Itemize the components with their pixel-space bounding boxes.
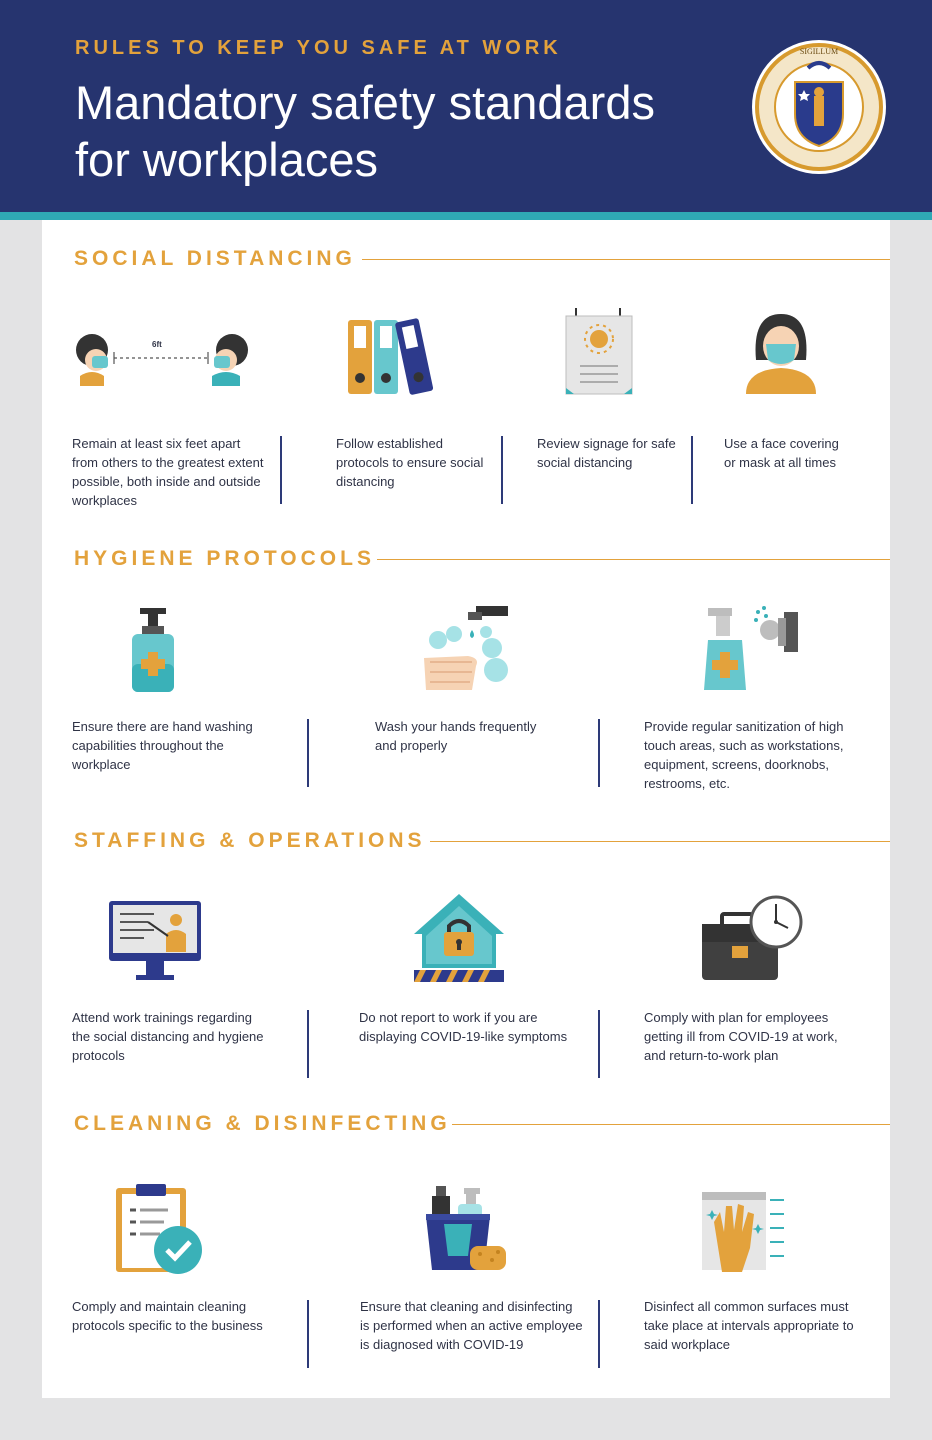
- training-monitor-icon: [108, 900, 202, 984]
- social-distancing-item-3-text: Review signage for safe social distancing: [537, 436, 676, 470]
- hand-washing-icon: [420, 604, 510, 694]
- section-heading-hygiene-protocols: HYGIENE PROTOCOLS: [74, 547, 375, 570]
- section-divider-line: [430, 841, 890, 842]
- state-seal-icon: [750, 38, 888, 176]
- distance-label: 6ft: [152, 340, 162, 349]
- section-heading-cleaning-disinfecting: CLEANING & DISINFECTING: [74, 1112, 451, 1135]
- item-divider: [280, 436, 282, 504]
- page-title: Mandatory safety standards for workplaces: [75, 76, 655, 186]
- staffing-item-1-text: Attend work trainings regarding the social distancing and hygiene protocols: [72, 1010, 264, 1063]
- svg-text:SIGILLUM: SIGILLUM: [799, 47, 839, 56]
- hygiene-item-2-text: Wash your hands frequently and properly: [375, 719, 537, 753]
- item-divider: [598, 1300, 600, 1368]
- clipboard-check-icon: [114, 1184, 206, 1276]
- item-divider: [691, 436, 693, 504]
- section-divider-line: [362, 259, 890, 260]
- six-feet-distance-icon: [72, 328, 250, 390]
- cleaning-bucket-icon: [422, 1184, 508, 1274]
- item-divider: [307, 1300, 309, 1368]
- social-distancing-item-4-text: Use a face covering or mask at all times: [724, 436, 839, 470]
- face-mask-person-icon: [742, 310, 820, 396]
- item-divider: [598, 1010, 600, 1078]
- social-distancing-item-2-text: Follow established protocols to ensure social distancing: [336, 436, 484, 489]
- section-heading-staffing-operations: STAFFING & OPERATIONS: [74, 829, 426, 852]
- signage-icon: [564, 306, 634, 396]
- social-distancing-item-1-text: Remain at least six feet apart from others to the greatest extent possible, both inside and outside workplaces: [72, 436, 264, 508]
- staffing-item-3-text: Comply with plan for employees getting ill from COVID-19 at work, and return-to-work plan: [644, 1010, 838, 1063]
- item-divider: [307, 719, 309, 787]
- header-kicker: RULES TO KEEP YOU SAFE AT WORK: [75, 37, 562, 59]
- section-divider-line: [377, 559, 890, 560]
- cleaning-item-1-text: Comply and maintain cleaning protocols specific to the business: [72, 1299, 263, 1333]
- staffing-item-2-text: Do not report to work if you are displaying COVID-19-like symptoms: [359, 1010, 568, 1044]
- cleaning-item-3-text: Disinfect all common surfaces must take place at intervals appropriate to said workplace: [644, 1299, 854, 1352]
- item-divider: [501, 436, 503, 504]
- briefcase-clock-icon: [700, 894, 804, 982]
- soap-dispenser-icon: [128, 606, 180, 694]
- binders-icon: [346, 316, 438, 396]
- hygiene-item-1-text: Ensure there are hand washing capabilities throughout the workplace: [72, 719, 253, 772]
- wiping-hand-icon: [700, 1188, 786, 1274]
- cleaning-item-2-text: Ensure that cleaning and disinfecting is performed when an active employee is diagnosed with COVID-19: [360, 1299, 583, 1352]
- section-divider-line: [452, 1124, 890, 1125]
- item-divider: [307, 1010, 309, 1078]
- section-heading-social-distancing: SOCIAL DISTANCING: [74, 247, 356, 270]
- hygiene-item-3-text: Provide regular sanitization of high touch areas, such as workstations, equipment, screens, doorknobs, restrooms, etc.: [644, 719, 844, 791]
- item-divider: [598, 719, 600, 787]
- locked-house-icon: [412, 892, 506, 984]
- spray-sanitizer-icon: [702, 604, 802, 694]
- header-accent-stripe: [0, 212, 932, 220]
